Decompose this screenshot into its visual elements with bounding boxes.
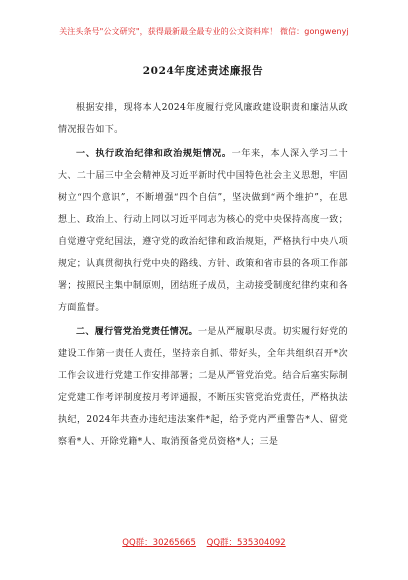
section-paragraph [58,321,348,453]
intro-paragraph: 根据安排，现将本人2024年度履行党风廉政建设职责和廉洁从政情况报告如下。 [58,103,348,135]
section-heading: 二、履行管党治党责任情况。 [76,327,198,337]
qq-group-link[interactable]: QQ群：30265665 [122,538,196,548]
section-body: 一是从严履职尽责。切实履行好党的建设工作第一责任人责任，坚持亲自抓、带好头，全年共组织召开*次工作会议进行党建工作安排部署；二是从严管党治党。结合后塞实际制定党建工作考评制度按月考评通报，不断压实管党治党责任，严格执法执纪，2024年共查办违纪违法案件*起，给予党内严重警告*人、留党察看*人、开除党籍*人、取消预备党员资格*人；三是 [58,327,348,447]
qq-group-link[interactable]: QQ群：535304092 [206,538,286,548]
section-body: 一年来，本人深入学习二十大、二十届三中全会精神及习近平新时代中国特色社会主义思想，牢固树立“四个意识”，不断增强“四个自信”，坚决做到“两个维护”，在思想上、政治上、行动上同以习近平同志为核心的党中央保持高度一致；自觉遵守党纪国法，遵守党的政治纪律和政治规矩，严格执行中央八项规定；认真贯彻执行党中央的路线、方针、政策和省市县的各项工作部署；按照民主集中制原则，团结班子成员，主动接受制度纪律约束和各方面监督。 [58,149,348,313]
section-paragraph [58,143,348,319]
document-title: 2024年度述责述廉报告 [142,65,264,77]
document-body [58,63,348,453]
section-heading: 一、执行政治纪律和政治规矩情况。 [76,149,232,159]
promo-banner: 关注头条号"公文研究"，获得最新最全最专业的公文资料库！ 微信：gongwenyj [59,27,349,36]
footer-contact [0,536,408,548]
